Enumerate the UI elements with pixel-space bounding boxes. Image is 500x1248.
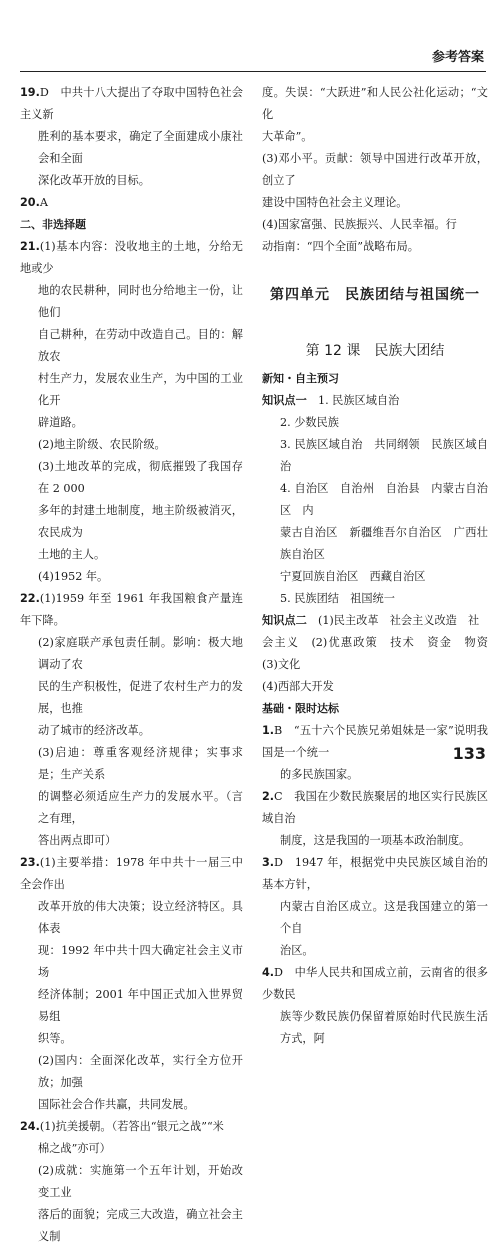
answer-line: 2. 少数民族	[280, 416, 339, 429]
answer-line: (2)地主阶级、农民阶级。	[38, 438, 166, 451]
answer-line: 织等。	[38, 1032, 72, 1045]
answer-line: 建设中国特色社会主义理论。	[262, 196, 408, 209]
answer-text: D 中共十八大提出了夺取中国特色社会主义新	[20, 86, 243, 121]
answer-line: 地的农民耕种，同时也分给地主一份，让他们	[38, 284, 243, 319]
answer-line: (4)西部大开发	[262, 680, 334, 693]
question-number: 2.	[262, 790, 275, 803]
answer-line	[20, 192, 243, 214]
header-rule	[20, 71, 486, 72]
answer-line: (2)成就：实施第一个五年计划，开始改变工业	[38, 1164, 243, 1199]
question-number: 24.	[20, 1120, 40, 1133]
answer-line: (4)国家富强、民族振兴、人民幸福。行	[262, 218, 457, 231]
answer-line: 制度，这是我国的一项基本政治制度。	[280, 834, 471, 847]
answer-line: (2)国内：全面深化改革，实行全方位开放；加强	[38, 1054, 243, 1089]
answer-line: 国际社会合作共赢，共同发展。	[38, 1098, 195, 1111]
answer-line: 现：1992 年中共十四大确定社会主义市场	[38, 944, 243, 979]
answer-line: 治区。	[280, 944, 314, 957]
section-heading: 二、非选择题	[20, 218, 86, 231]
right-top-block	[262, 82, 488, 258]
answer-line: 大革命”。	[262, 130, 313, 143]
question-number: 22.	[20, 592, 40, 605]
section-heading: 新知・自主预习	[262, 372, 339, 385]
answer-line: (2)家庭联产承包责任制。影响：极大地调动了农	[38, 636, 243, 671]
answer-line: 答出两点即可）	[38, 834, 117, 847]
answer-line: (3)土地改革的完成，彻底摧毁了我国存在 2 000	[38, 460, 243, 495]
answer-line	[20, 852, 243, 896]
answer-line: 3. 民族区域自治 共同纲领 民族区域自治	[280, 438, 488, 473]
question-number: 3.	[262, 856, 275, 869]
knowledge-point-label: 知识点二	[262, 614, 318, 627]
unit-title: 第四单元 民族团结与祖国统一	[270, 287, 480, 303]
answer-line: 改革开放的伟大决策；设立经济特区。具体表	[38, 900, 243, 935]
answer-line: 的调整必须适应生产力的发展水平。（言之有理，	[38, 790, 243, 825]
answer-line: 胜利的基本要求，确定了全面建成小康社会和全面	[38, 130, 243, 165]
answer-text: A	[39, 196, 48, 209]
knowledge-point-label: 知识点一	[262, 394, 318, 407]
answer-line: 深化改革开放的目标。	[38, 174, 150, 187]
answer-line: 落后的面貌；完成三大改造，确立社会主义制	[38, 1208, 243, 1243]
question-number: 21.	[20, 240, 40, 253]
left-column	[20, 82, 243, 1248]
answer-line: 内蒙古自治区成立。这是我国建立的第一个自	[280, 900, 488, 935]
question-number: 4.	[262, 966, 275, 979]
page-number: 133	[452, 744, 486, 763]
answer-line: 多年的封建土地制度，地主阶级被消灭，农民成为	[38, 504, 243, 539]
question-number: 20.	[20, 196, 40, 209]
answer-line: 民的生产积极性，促进了农村生产力的发展，也推	[38, 680, 243, 715]
answer-line: 蒙古自治区 新疆维吾尔自治区 广西壮族自治区	[280, 526, 488, 561]
answer-line: 村生产力，发展农业生产，为中国的工业化开	[38, 372, 243, 407]
answer-line: (4)1952 年。	[38, 570, 109, 583]
answer-line: 动指南：“四个全面”战略布局。	[262, 240, 419, 253]
answer-text: D 1947 年，根据党中央民族区域自治的基本方针，	[262, 856, 488, 891]
knowledge-point-text: (1)民主改革 社会主义改造 社	[317, 614, 480, 627]
answer-text: B “五十六个民族兄弟姐妹是一家”说明我国是一个统一	[262, 724, 488, 759]
answer-line	[20, 1116, 243, 1138]
answer-line: (3)启迪：尊重客观经济规律；实事求是；生产关系	[38, 746, 243, 781]
lesson-title: 第 12 课 民族大团结	[305, 343, 445, 359]
answer-line: 的多民族国家。	[280, 768, 359, 781]
answer-line: 度。失误：“大跃进”和人民公社化运动；“文化	[262, 86, 488, 121]
answer-line	[20, 82, 243, 126]
answer-text: (1)基本内容：没收地主的土地，分给无地或少	[20, 240, 243, 275]
answer-line: 辟道路。	[38, 416, 83, 429]
answer-line: (3)邓小平。贡献：领导中国进行改革开放，创立了	[262, 152, 488, 187]
answer-line	[20, 588, 243, 632]
answer-line	[262, 962, 488, 1006]
question-number: 1.	[262, 724, 275, 737]
answer-line: 自己耕种，在劳动中改造自己。目的：解放农	[38, 328, 243, 363]
question-number: 19.	[20, 86, 40, 99]
header-title: 参考答案	[431, 50, 484, 65]
right-bottom-block	[262, 368, 500, 1050]
answer-line: 族等少数民族仍保留着原始时代民族生活方式，阿	[280, 1010, 488, 1045]
knowledge-point-line	[262, 610, 488, 632]
answer-line	[20, 236, 243, 280]
answer-text: (1)1959 年至 1961 年我国粮食产量连年下降。	[20, 592, 243, 627]
knowledge-point-text: 1. 民族区域自治	[317, 394, 400, 407]
knowledge-point-line	[262, 390, 488, 412]
answer-line: 经济体制；2001 年中国正式加入世界贸易组	[38, 988, 243, 1023]
answer-text: (1)主要举措：1978 年中共十一届三中全会作出	[20, 856, 243, 891]
answer-line: 会主义 (2)优惠政策 技术 资金 物资 (3)文化	[262, 636, 500, 671]
answer-line: 土地的主人。	[38, 548, 106, 561]
answer-line: 5. 民族团结 祖国统一	[280, 592, 395, 605]
page-header	[0, 0, 500, 78]
answer-text: C 我国在少数民族聚居的地区实行民族区域自治	[262, 790, 488, 825]
answer-line: 4. 自治区 自治州 自治县 内蒙古自治区 内	[280, 482, 488, 517]
answer-line	[262, 786, 488, 830]
section-heading: 基础・限时达标	[262, 702, 339, 715]
answer-text: D 中华人民共和国成立前，云南省的很多少数民	[262, 966, 488, 1001]
answer-line: 动了城市的经济改革。	[38, 724, 150, 737]
answer-line: 宁夏回族自治区 西藏自治区	[280, 570, 426, 583]
question-number: 23.	[20, 856, 40, 869]
answer-text: (1)抗美援朝。（若答出“银元之战”“米	[39, 1120, 224, 1133]
answer-line: 棉之战”亦可）	[38, 1142, 111, 1155]
right-column	[262, 82, 500, 1050]
answer-line	[262, 852, 488, 896]
